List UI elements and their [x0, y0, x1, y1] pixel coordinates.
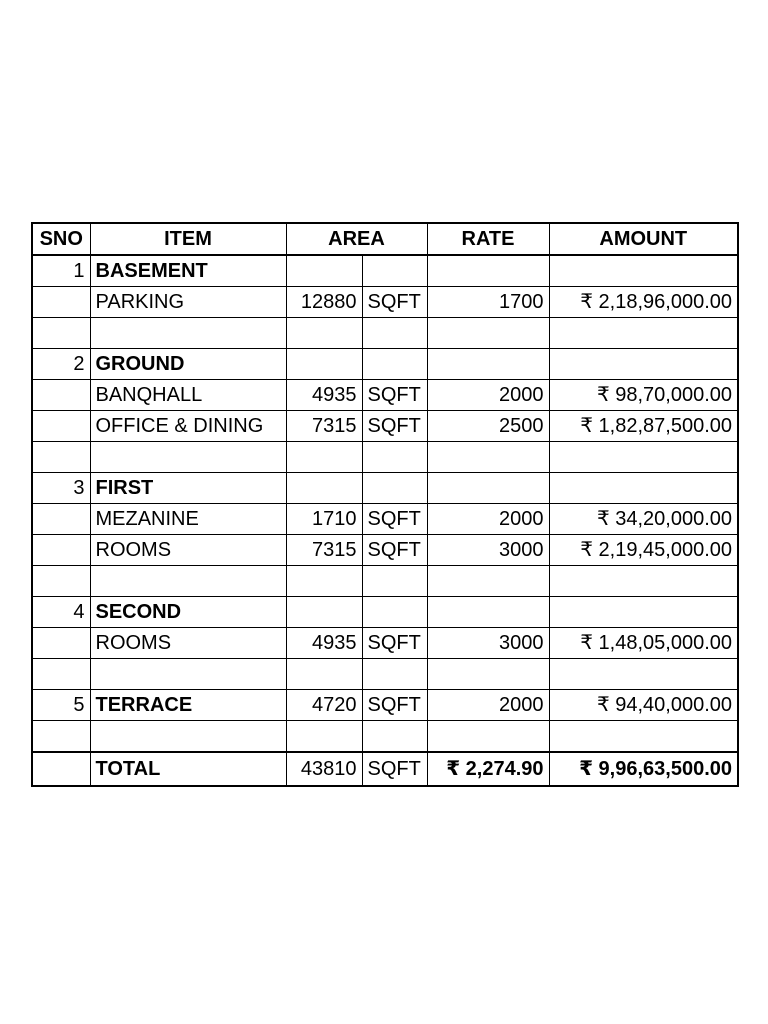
- row-sno: [32, 287, 90, 318]
- row-area-unit: [362, 442, 427, 473]
- row-sno: [32, 566, 90, 597]
- row-rate: [427, 349, 549, 380]
- row-amount: [549, 473, 738, 504]
- row-amount: [549, 318, 738, 349]
- table-row: [32, 535, 738, 566]
- table-row: [32, 504, 738, 535]
- row-item: GROUND: [90, 349, 286, 380]
- table-row: [32, 287, 738, 318]
- table-row: [32, 318, 738, 349]
- row-rate: [427, 473, 549, 504]
- total-amount: ₹ 9,96,63,500.00: [549, 752, 738, 786]
- row-rate: 2000: [427, 504, 549, 535]
- row-rate: 2000: [427, 690, 549, 721]
- table-row: [32, 721, 738, 753]
- row-item: [90, 318, 286, 349]
- row-amount: [549, 349, 738, 380]
- row-item: BANQHALL: [90, 380, 286, 411]
- row-area-unit: [362, 721, 427, 753]
- row-sno: [32, 628, 90, 659]
- header-sno: SNO: [32, 223, 90, 255]
- row-rate: [427, 255, 549, 287]
- row-item: BASEMENT: [90, 255, 286, 287]
- row-area-unit: SQFT: [362, 535, 427, 566]
- row-sno: [32, 659, 90, 690]
- row-area: 1710: [286, 504, 362, 535]
- row-area-unit: SQFT: [362, 628, 427, 659]
- row-area: 12880: [286, 287, 362, 318]
- row-area-unit: [362, 473, 427, 504]
- row-amount: ₹ 1,48,05,000.00: [549, 628, 738, 659]
- row-amount: [549, 659, 738, 690]
- row-item: ROOMS: [90, 628, 286, 659]
- row-item: [90, 659, 286, 690]
- row-sno: 4: [32, 597, 90, 628]
- row-item: TERRACE: [90, 690, 286, 721]
- row-amount: ₹ 98,70,000.00: [549, 380, 738, 411]
- row-area: [286, 659, 362, 690]
- row-area: 4935: [286, 628, 362, 659]
- row-item: PARKING: [90, 287, 286, 318]
- table-row: [32, 597, 738, 628]
- row-area: 4935: [286, 380, 362, 411]
- row-amount: [549, 255, 738, 287]
- row-item: [90, 442, 286, 473]
- row-sno: [32, 535, 90, 566]
- header-row: [32, 223, 738, 255]
- total-area: 43810: [286, 752, 362, 786]
- row-rate: 3000: [427, 628, 549, 659]
- row-rate: [427, 659, 549, 690]
- row-area: [286, 473, 362, 504]
- row-area: [286, 255, 362, 287]
- row-sno: [32, 721, 90, 753]
- row-rate: 2000: [427, 380, 549, 411]
- row-sno: 5: [32, 690, 90, 721]
- row-area-unit: [362, 318, 427, 349]
- table-row: [32, 473, 738, 504]
- row-area: [286, 349, 362, 380]
- row-amount: [549, 442, 738, 473]
- row-amount: [549, 597, 738, 628]
- row-sno: 3: [32, 473, 90, 504]
- row-rate: [427, 566, 549, 597]
- row-amount: ₹ 94,40,000.00: [549, 690, 738, 721]
- row-area-unit: SQFT: [362, 287, 427, 318]
- row-area-unit: SQFT: [362, 411, 427, 442]
- table-row: [32, 255, 738, 287]
- row-area-unit: [362, 349, 427, 380]
- row-sno: [32, 504, 90, 535]
- row-area-unit: [362, 659, 427, 690]
- total-sno-cell: [32, 752, 90, 786]
- row-rate: 2500: [427, 411, 549, 442]
- row-area: 7315: [286, 535, 362, 566]
- row-amount: ₹ 34,20,000.00: [549, 504, 738, 535]
- table-row: [32, 659, 738, 690]
- row-amount: [549, 721, 738, 753]
- table-row: [32, 628, 738, 659]
- row-amount: ₹ 2,19,45,000.00: [549, 535, 738, 566]
- row-rate: [427, 442, 549, 473]
- row-amount: ₹ 1,82,87,500.00: [549, 411, 738, 442]
- row-area-unit: [362, 566, 427, 597]
- header-rate: RATE: [427, 223, 549, 255]
- row-area: 7315: [286, 411, 362, 442]
- row-area: [286, 318, 362, 349]
- row-area: 4720: [286, 690, 362, 721]
- row-amount: ₹ 2,18,96,000.00: [549, 287, 738, 318]
- table-row: [32, 349, 738, 380]
- header-amount: AMOUNT: [549, 223, 738, 255]
- table-row: [32, 690, 738, 721]
- row-item: ROOMS: [90, 535, 286, 566]
- row-sno: [32, 380, 90, 411]
- row-sno: 1: [32, 255, 90, 287]
- row-item: OFFICE & DINING: [90, 411, 286, 442]
- cost-table: [31, 222, 739, 787]
- row-area: [286, 566, 362, 597]
- row-area: [286, 721, 362, 753]
- row-item: [90, 721, 286, 753]
- row-item: MEZANINE: [90, 504, 286, 535]
- row-item: [90, 566, 286, 597]
- row-rate: [427, 597, 549, 628]
- table-body: [32, 255, 738, 752]
- row-area-unit: [362, 255, 427, 287]
- total-area-unit: SQFT: [362, 752, 427, 786]
- header-item: ITEM: [90, 223, 286, 255]
- row-sno: [32, 318, 90, 349]
- row-amount: [549, 566, 738, 597]
- header-area: AREA: [286, 223, 427, 255]
- row-area-unit: [362, 597, 427, 628]
- total-rate: ₹ 2,274.90: [427, 752, 549, 786]
- total-label: TOTAL: [90, 752, 286, 786]
- row-area-unit: SQFT: [362, 380, 427, 411]
- row-area: [286, 442, 362, 473]
- row-area-unit: SQFT: [362, 690, 427, 721]
- table-row: [32, 566, 738, 597]
- row-rate: [427, 721, 549, 753]
- row-sno: [32, 442, 90, 473]
- row-area-unit: SQFT: [362, 504, 427, 535]
- table-row: [32, 380, 738, 411]
- row-sno: 2: [32, 349, 90, 380]
- table-row: [32, 411, 738, 442]
- row-sno: [32, 411, 90, 442]
- row-item: SECOND: [90, 597, 286, 628]
- row-rate: 3000: [427, 535, 549, 566]
- row-rate: [427, 318, 549, 349]
- row-area: [286, 597, 362, 628]
- table-row: [32, 442, 738, 473]
- row-item: FIRST: [90, 473, 286, 504]
- row-rate: 1700: [427, 287, 549, 318]
- total-row: [32, 752, 738, 786]
